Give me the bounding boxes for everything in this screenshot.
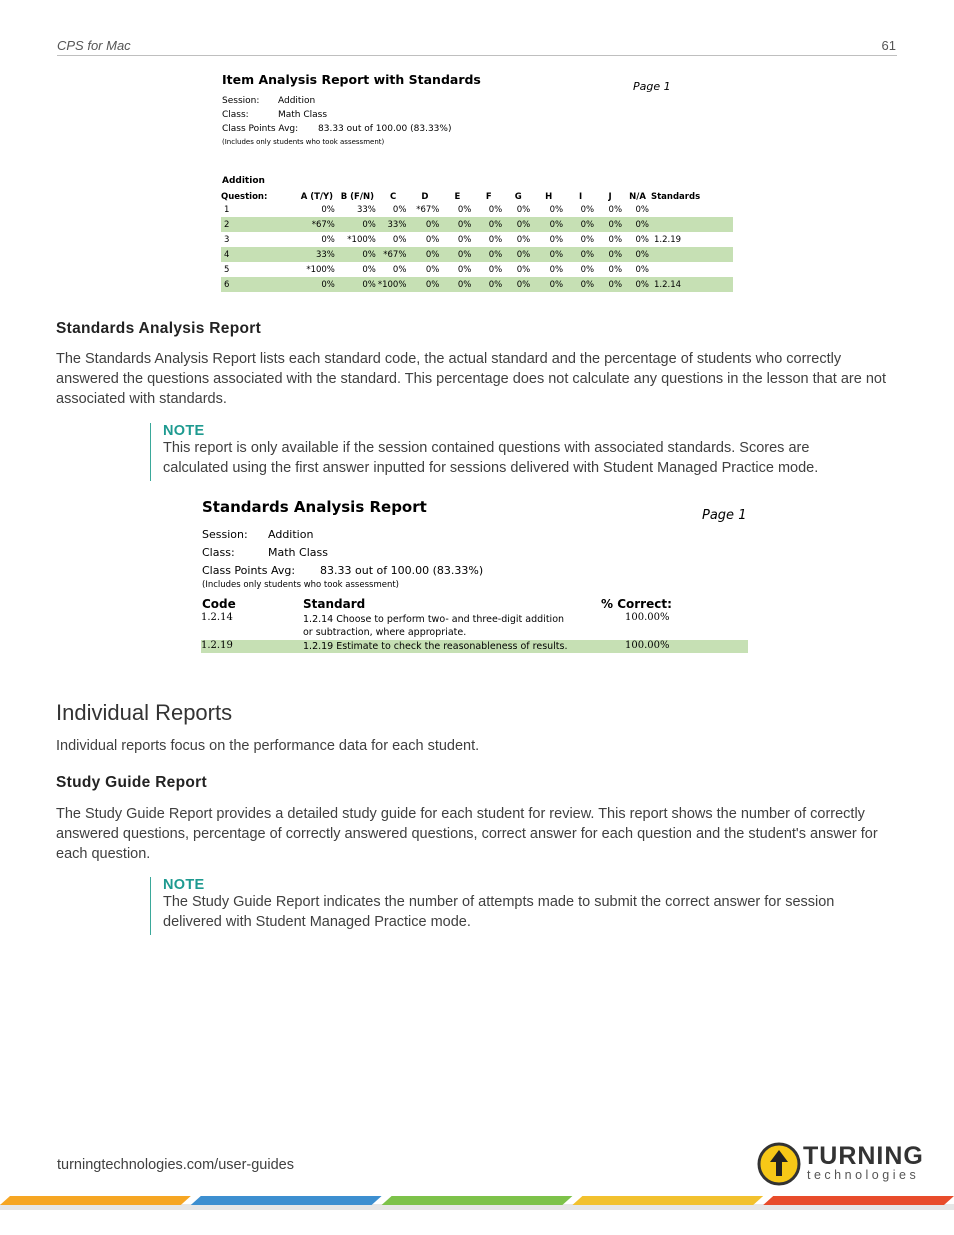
table-row: [221, 277, 733, 292]
item-report-group-label: Addition: [222, 176, 265, 186]
study-guide-body: The Study Guide Report provides a detailed study guide for each student for review. This report shows the number of correctly answered questions, percentage of correctly answered questions, correct answer for each question and the student's answer for each question.: [56, 806, 878, 862]
page-number: 61: [881, 38, 896, 53]
table-cell: 0%: [457, 204, 472, 215]
table-cell: 0%: [392, 204, 407, 215]
table-cell: 0%: [596, 277, 624, 292]
table-cell: 0%: [425, 264, 440, 275]
table-cell: 0%: [549, 264, 564, 275]
table-cell: 4: [221, 247, 297, 262]
study-guide-heading: Study Guide Report: [56, 774, 207, 791]
table-cell: 0%: [504, 217, 532, 232]
table-cell: 0%: [441, 277, 473, 292]
table-row: [221, 262, 733, 277]
table-cell: *67%: [416, 204, 440, 215]
table-cell: 0%: [532, 277, 565, 292]
standards-report-heading: Standards Analysis Report: [56, 320, 262, 337]
standards-note: [150, 423, 863, 481]
stripe-segment: [191, 1196, 382, 1205]
table-cell: 0%: [408, 277, 441, 292]
table-cell: 0%: [473, 247, 504, 262]
table-cell: 1: [224, 204, 230, 215]
header-divider: [57, 55, 897, 56]
table-cell: *67%: [378, 247, 409, 262]
table-cell: 0%: [516, 234, 531, 245]
table-cell: 0%: [516, 204, 531, 215]
table-cell: 1.2.19: [654, 234, 682, 245]
item-report-note: (Includes only students who took assessment): [222, 138, 385, 146]
table-cell: 0%: [532, 247, 565, 262]
table-cell: 0%: [624, 217, 651, 232]
column-header: G: [514, 192, 522, 202]
table-cell: 0%: [596, 217, 624, 232]
table-cell: 0%: [608, 264, 623, 275]
table-cell: 0%: [504, 247, 532, 262]
logo-arrow-icon: [757, 1142, 801, 1186]
column-header: B (F/N): [340, 192, 374, 202]
table-cell: 33%: [356, 204, 376, 215]
table-cell: [651, 217, 733, 232]
footer-color-stripe: [0, 1196, 954, 1210]
note-text: The Study Guide Report indicates the number of attempts made to submit the correct answer for session delivered with Student Managed Practice mode.: [163, 894, 835, 930]
table-cell: 0%: [473, 217, 504, 232]
stripe-segment: [763, 1196, 954, 1205]
table-cell: 0%: [504, 277, 532, 292]
table-cell: 33%: [378, 217, 409, 232]
column-header: H: [545, 192, 553, 202]
table-cell: [651, 262, 733, 277]
column-header: A (T/Y): [300, 192, 334, 202]
footer-url: turningtechnologies.com/user-guides: [57, 1157, 294, 1173]
table-cell: 2: [221, 217, 297, 232]
table-cell: 0%: [532, 217, 565, 232]
column-header: F: [485, 192, 492, 202]
table-cell: 0%: [362, 264, 376, 275]
table-row: [221, 202, 733, 217]
stripe-segment: [382, 1196, 573, 1205]
column-header: I: [579, 192, 583, 202]
table-cell: 0%: [321, 204, 335, 215]
note-label: NOTE: [163, 877, 205, 893]
table-cell: 0%: [565, 217, 596, 232]
std-col-pct: % Correct:: [601, 597, 672, 611]
table-cell: 0%: [516, 264, 531, 275]
stripe-segment: [572, 1196, 763, 1205]
std-col-standard: Standard: [303, 597, 366, 611]
column-header: N/A: [629, 192, 646, 202]
item-report-page: Page 1: [633, 80, 671, 93]
table-cell: 0%: [408, 217, 441, 232]
table-cell: 0%: [392, 264, 407, 275]
std-report-page: Page 1: [702, 508, 747, 523]
note-label: NOTE: [163, 423, 205, 439]
table-cell: 5: [224, 264, 230, 275]
std-table-row: 1.2.14 1.2.14 Choose to perform two- and three-digit addition or subtraction, where appropriate. 100.00%: [201, 612, 670, 638]
column-header: C: [390, 192, 397, 202]
table-cell: 0%: [580, 264, 595, 275]
table-row: [221, 247, 733, 262]
table-cell: 1.2.14: [651, 277, 733, 292]
table-cell: 0%: [488, 264, 503, 275]
table-cell: 0%: [441, 217, 473, 232]
column-header: D: [421, 192, 429, 202]
table-cell: 0%: [580, 204, 595, 215]
column-header: Standards: [651, 192, 701, 202]
table-cell: *100%: [306, 264, 335, 275]
table-cell: 0%: [392, 234, 407, 245]
table-cell: 33%: [297, 247, 337, 262]
standards-report-body: The Standards Analysis Report lists each standard code, the actual standard and the percentage of students who correctly answered the questions associated with the standard. This percentage does not calculate any questions in the lesson that are not associated with standards.: [56, 351, 886, 407]
table-cell: *100%: [347, 234, 376, 245]
table-cell: 0%: [473, 277, 504, 292]
std-table-row: 1.2.19 1.2.19 Estimate to check the reasonableness of results. 100.00%: [201, 640, 748, 653]
table-cell: *67%: [297, 217, 337, 232]
table-cell: 0%: [635, 234, 649, 245]
table-cell: 0%: [624, 247, 651, 262]
std-report-note: (Includes only students who took assessment): [202, 580, 399, 590]
turning-technologies-logo: TURNING technologies: [757, 1142, 933, 1186]
table-cell: 0%: [549, 204, 564, 215]
individual-reports-body: Individual reports focus on the performance data for each student.: [56, 738, 480, 754]
note-text: This report is only available if the session contained questions with associated standards. Scores are calculated using the first answer inputted for sessions delivered with Student Managed Practice mode.: [163, 440, 819, 476]
table-cell: 0%: [596, 247, 624, 262]
table-cell: 0%: [549, 234, 564, 245]
column-header: J: [608, 192, 612, 202]
table-row: [221, 217, 733, 232]
table-row: [221, 232, 733, 247]
table-cell: 0%: [337, 247, 378, 262]
table-cell: 0%: [488, 234, 503, 245]
item-report-title: Item Analysis Report with Standards: [222, 72, 481, 87]
stripe-segment: [0, 1196, 191, 1205]
table-cell: 0%: [408, 247, 441, 262]
column-header: Question:: [221, 192, 268, 202]
table-cell: [651, 202, 733, 217]
item-analysis-table: [221, 187, 733, 292]
study-guide-note: [150, 877, 863, 935]
table-cell: 0%: [425, 234, 440, 245]
table-cell: [651, 247, 733, 262]
table-cell: 0%: [635, 204, 649, 215]
table-cell: 0%: [608, 204, 623, 215]
table-cell: 0%: [580, 234, 595, 245]
table-cell: 0%: [488, 204, 503, 215]
table-cell: 0%: [457, 264, 472, 275]
std-col-code: Code: [202, 597, 236, 611]
column-header: E: [454, 192, 461, 202]
table-cell: 0%: [297, 277, 337, 292]
table-cell: 3: [224, 234, 230, 245]
document-title: CPS for Mac: [57, 38, 131, 53]
std-report-title: Standards Analysis Report: [202, 498, 427, 516]
table-cell: 0%: [337, 277, 378, 292]
table-cell: 6: [221, 277, 297, 292]
table-cell: 0%: [565, 247, 596, 262]
table-cell: 0%: [321, 234, 335, 245]
table-cell: 0%: [624, 277, 651, 292]
table-cell: 0%: [608, 234, 623, 245]
table-cell: 0%: [565, 277, 596, 292]
individual-reports-heading: Individual Reports: [56, 700, 233, 725]
table-cell: 0%: [635, 264, 649, 275]
table-cell: *100%: [378, 277, 409, 292]
table-cell: 0%: [441, 247, 473, 262]
table-cell: 0%: [457, 234, 472, 245]
table-cell: 0%: [337, 217, 378, 232]
